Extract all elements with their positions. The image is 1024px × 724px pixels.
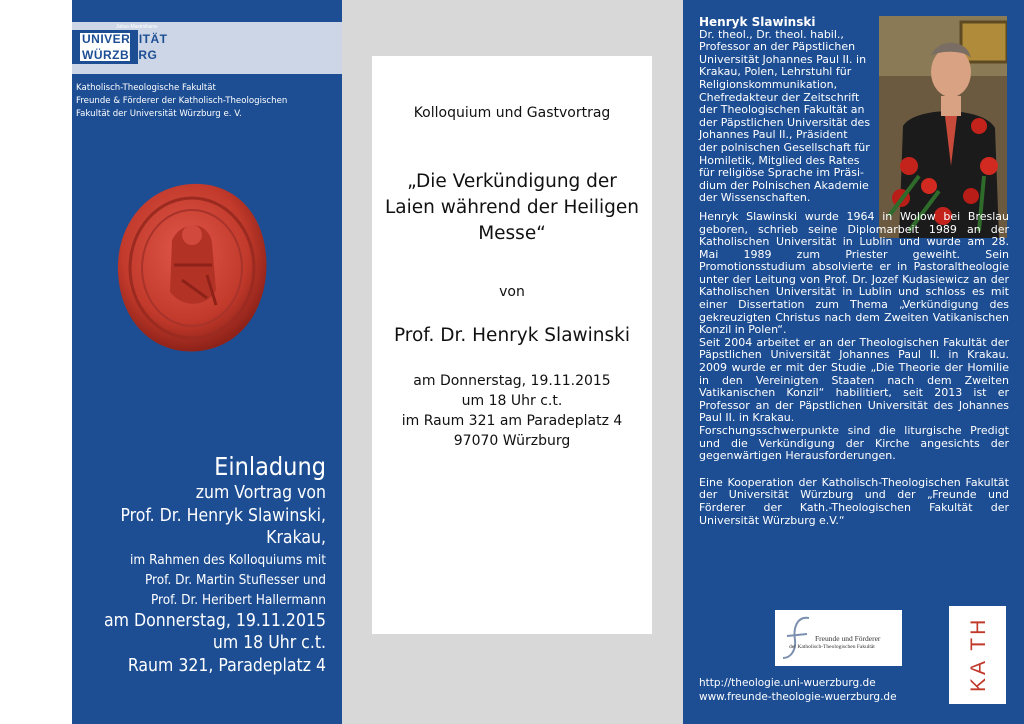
university-logo-strip (72, 22, 342, 74)
faculty-line: Katholisch-Theologische Fakultät (76, 83, 216, 93)
event-city: 97070 Würzburg (453, 433, 571, 449)
event-card (372, 56, 652, 634)
invitation-line: im Rahmen des Kolloquiums mit (130, 551, 326, 568)
bio-text (699, 16, 1009, 527)
bio-short: Dr. theol., Dr. theol. habil., Professor an der Päpstlichen Universität Johannes Paul II. in Krakau, Polen, Lehrstuhl für Religionskommunikation, Chefredakteur der Zeitschrift der Theologischen Fakultät an der Päpstlichen Universität des Johannes Paul II., Präsident der polnischen Gesellschaft für Homiletik, Mitglied des Rates für religiöse Sprache im Präsi- dium der Polnischen Akademie der Wissenschaften. (699, 27, 871, 205)
faculty-link[interactable]: http://theologie.uni-wuerzburg.de (699, 677, 876, 689)
event-time: um 18 Uhr c.t. (461, 393, 563, 409)
wax-seal-image (112, 180, 272, 355)
event-date: am Donnerstag, 19.11.2015 (413, 373, 611, 389)
talk-title: „Die Verkündigung der Laien während der Heiligen Messe“ (384, 171, 640, 244)
invitation-date: am Donnerstag, 19.11.2015 (104, 610, 326, 631)
invitation-title: Einladung (214, 452, 326, 481)
invitation-line: Prof. Dr. Martin Stuflesser und (144, 571, 326, 588)
script-f-icon (779, 614, 819, 662)
invitation-line: Prof. Dr. Heribert Hallermann (150, 591, 326, 608)
von-text: von (499, 284, 525, 300)
faculty-line: Freunde & Förderer der Katholisch-Theologischen (76, 96, 288, 106)
bio-paragraph: Forschungsschwerpunkte sind die liturgische Predigt und die Verkündigung der Kirche angesichts der gegenwärtigen Herausforderungen. (699, 424, 1009, 463)
faculty-line: Fakultät der Universität Würzburg e. V. (76, 109, 242, 119)
middle-panel (342, 0, 683, 724)
left-panel (72, 0, 342, 724)
right-panel (683, 0, 1024, 724)
bio-paragraph: Henryk Slawinski wurde 1964 in Wolow bei Breslau geboren, schrieb seine Diplomarbeit 1989 an der Katholischen Universität in Lublin und wurde am 28. Mai 1989 zum Priester geweiht. Sein Promotionsstudium absolvierte er in Pastoraltheologie unter der Leitung von Prof. Dr. Jozef Kudasiewicz an der Katholischen Universität in Lublin und schloss es mit einer Dissertation zum Thema „Verkündigung des gekreuzigten Christus nach dem Zweiten Vatikanischen Konzil in Polen“. (699, 209, 1009, 337)
invitation-line: zum Vortrag von (195, 483, 326, 503)
invitation-time: um 18 Uhr c.t. (212, 633, 326, 653)
logo-text-line2: WÜRZBURG (82, 48, 158, 62)
logo-text: der Katholisch-Theologischen Fakultät (789, 644, 875, 650)
links (699, 676, 897, 704)
event-details (372, 371, 652, 451)
faculty-names (76, 82, 338, 121)
ka-th-text: KA TH (967, 616, 990, 692)
invitation-city: Krakau, (266, 528, 326, 548)
logo-small-text: Julius-Maximilians- (116, 24, 159, 30)
logo-text-line1: UNIVERSITÄT (82, 32, 168, 46)
event-room: im Raum 321 am Paradeplatz 4 (401, 413, 623, 429)
cooperation-note: Eine Kooperation der Katholisch-Theologischen Fakultät der Universität Würzburg und der „Freunde und Förderer der Kath.-Theologischen Fakultät der Universität Würzburg e.V.“ (699, 475, 1009, 527)
invitation-speaker: Prof. Dr. Henryk Slawinski, (120, 505, 326, 526)
logo-text: Freunde und Förderer (815, 634, 881, 643)
bio-paragraph: Seit 2004 arbeitet er an der Theologischen Fakultät der Päpstlichen Universität Johannes Paul II. in Krakau. 2009 wurde er mit der Studie „Die Theorie der Homilie in den Vereinigten Staaten nach dem Zweiten Vatikanischen Konzil“ habilitiert, seit 2013 ist er Professor an der Päpstlichen Universität des Johannes Paul II. in Krakau. (699, 335, 1009, 425)
friends-association-logo (775, 610, 902, 666)
ka-th-logo (949, 606, 1006, 704)
association-link[interactable]: www.freunde-theologie-wuerzburg.de (699, 691, 897, 703)
invitation-block (76, 452, 326, 677)
invitation-room: Raum 321, Paradeplatz 4 (127, 655, 326, 676)
bio-name: Henryk Slawinski (699, 15, 816, 29)
event-type: Kolloquium und Gastvortrag (413, 105, 611, 121)
speaker-name: Prof. Dr. Henryk Slawinski (393, 325, 631, 346)
